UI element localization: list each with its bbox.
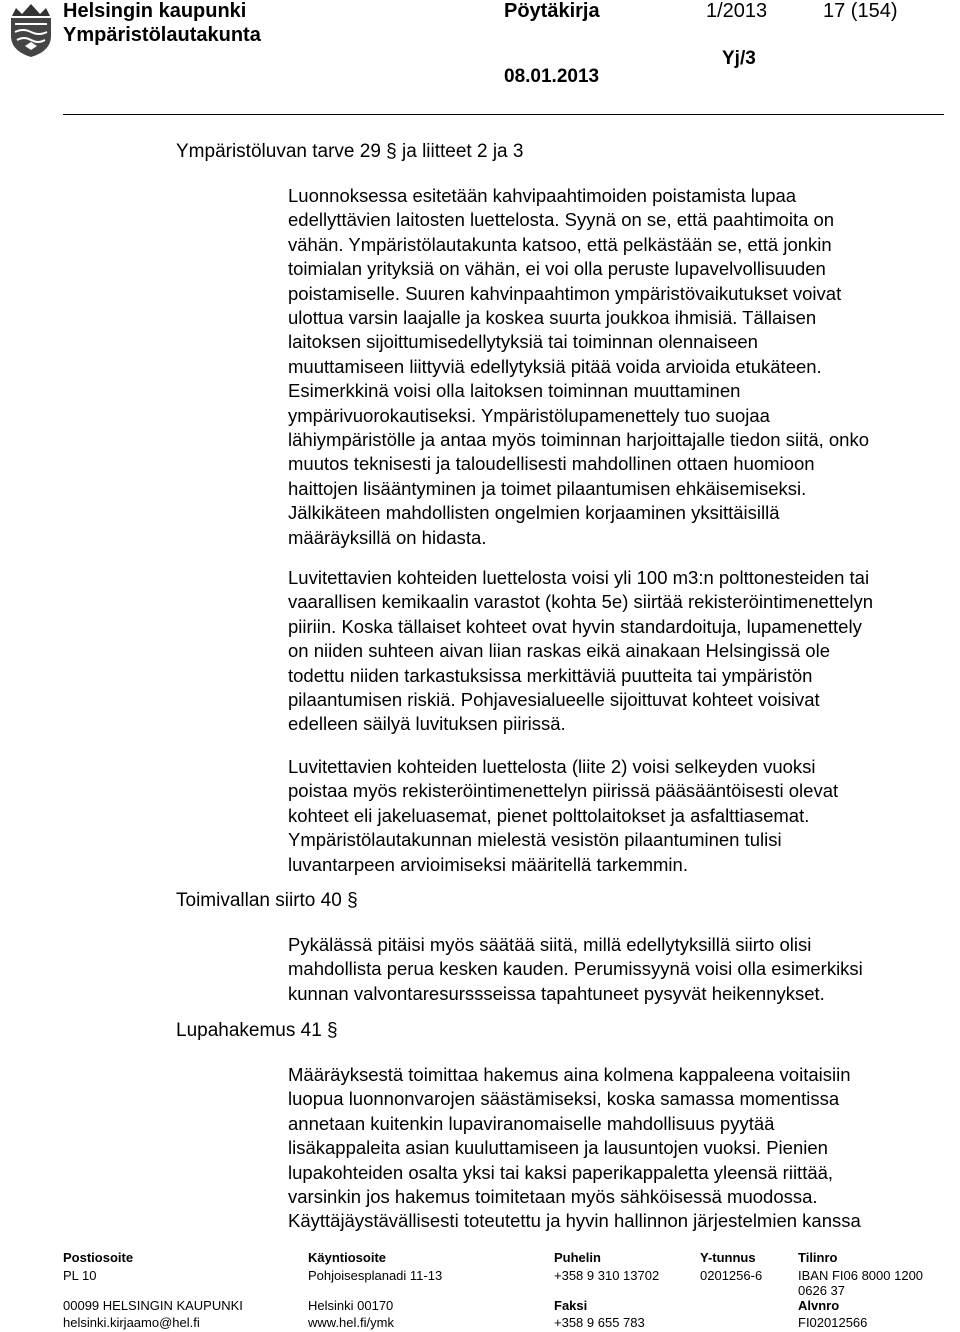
text-line: lisäkappaleita asian kuuluttamiseen ja lausuntojen vuoksi. Pienien xyxy=(288,1137,828,1159)
footer-vat-label: Alvnro xyxy=(798,1298,840,1313)
text-line: muutos teknisesti ja taloudellisesti mahdollinen ottaen huomioon xyxy=(288,453,815,475)
text-line: ulottua varsin laajalle ja koskea suurta joukkoa ihmisiä. Tällaisen xyxy=(288,307,817,329)
text-line: Määräyksestä toimittaa hakemus aina kolmena kappaleena voitaisiin xyxy=(288,1064,851,1085)
text-line: lupakohteiden osalta yksi tai kaksi paperikappaletta yleensä riittää, xyxy=(288,1161,834,1183)
footer-vat: FI02012566 xyxy=(798,1315,868,1330)
section-label-transfer: Toimivallan siirto 40 § xyxy=(176,890,358,911)
text-line: kohteet eli jakeluasemat, pienet polttolaitokset ja asfalttiasemat. xyxy=(288,804,810,826)
meeting-number: 1/2013 xyxy=(706,0,768,22)
footer-postal-city: 00099 HELSINGIN KAUPUNKI xyxy=(63,1298,243,1313)
text-line: luvantarpeen arvioimiseksi määritellä tarkemmin. xyxy=(288,853,688,875)
board-name: Ympäristölautakunta xyxy=(63,24,261,46)
paragraph-transfer xyxy=(288,933,948,1006)
text-line: pilaantumisen riskiä. Pohjavesialueelle sijoittuvat kohteet voisivat xyxy=(288,689,820,711)
text-line: Pykälässä pitäisi myös säätää siitä, millä edellytyksillä siirto olisi xyxy=(288,934,812,955)
text-line: Luvitettavien kohteiden luettelosta (liite 2) voisi selkeyden vuoksi xyxy=(288,756,816,777)
text-line: poistaa myös rekisteröintimenettelyn piirissä pääsääntöisesti olevat xyxy=(288,780,839,802)
footer-visit-label: Käyntiosoite xyxy=(308,1250,387,1265)
text-line: muuttamiseen liittyviä edellytyksiä pitää voida arvioida etukäteen. xyxy=(288,355,822,377)
footer-web: www.hel.fi/ymk xyxy=(308,1315,394,1330)
text-line: Luvitettavien kohteiden luettelosta voisi yli 100 m3:n polttonesteiden tai xyxy=(288,567,870,588)
footer-account-line2: 0626 37 xyxy=(798,1283,845,1298)
section-label-decision: Lupahakemus 41 § xyxy=(176,1020,338,1041)
org-name: Helsingin kaupunki xyxy=(63,0,247,22)
footer-visit-city: Helsinki 00170 xyxy=(308,1298,394,1313)
footer-fax: +358 9 655 783 xyxy=(554,1315,645,1330)
footer-business-id-label: Y-tunnus xyxy=(700,1250,756,1265)
footer-postal-label: Postiosoite xyxy=(63,1250,134,1265)
text-line: lähiympäristölle ja antaa myös toiminnan harjoittajalle tiedon siitä, onko xyxy=(288,429,870,451)
page-number: 17 (154) xyxy=(823,0,898,22)
footer-account-label: Tilinro xyxy=(798,1250,838,1265)
text-line: vaarallisen kemikaalin varastot (kohta 5e) siirtää rekisteröintimenettelyn xyxy=(288,591,874,613)
text-line: todettu niiden tarkastuksissa merkittäviä puutteita tai ympäristön xyxy=(288,664,813,686)
text-line: edelleen säilyä luvituksen piirissä. xyxy=(288,713,566,735)
footer-phone-label: Puhelin xyxy=(554,1250,601,1265)
section-label-permit-need: Ympäristöluvan tarve 29 § ja liitteet 2 ja 3 xyxy=(176,141,524,162)
text-line: laitoksen sijoittumisedellytyksiä tai toiminnan olennaiseen xyxy=(288,331,758,353)
footer-account-line1: IBAN FI06 8000 1200 xyxy=(798,1268,924,1283)
text-line: Luonnoksessa esitetään kahvipaahtimoiden poistamista lupaa xyxy=(288,185,797,206)
paragraph-application xyxy=(288,1063,948,1234)
text-line: piiriin. Koska tällaiset kohteet ovat hyvin standardoituja, lupamenettely xyxy=(288,615,862,637)
text-line: vähän. Ympäristölautakunta katsoo, että pelkästään se, että jonkin xyxy=(288,233,832,255)
text-line: mahdollista perua kesken kauden. Perumissyynä voisi olla esimerkiksi xyxy=(288,958,863,980)
text-line: Ympäristölautakunnan mielestä vesistön pilaantuminen tulisi xyxy=(288,829,782,851)
text-line: varsinkin jos hakemus toimitetaan myös sähköisessä muodossa. xyxy=(288,1186,818,1208)
text-line: toimialan yrityksiä on vähän, ei voi olla peruste lupavelvollisuuden xyxy=(288,258,826,280)
paragraph-fuel-storage xyxy=(288,566,948,737)
text-line: luopua luonnonvarojen säästämiseksi, koska samassa momentissa xyxy=(288,1088,840,1110)
text-line: annetaan kuitenkin lupaviranomaiselle mahdollisuus pyytää xyxy=(288,1112,775,1134)
paragraph-coffee-roasteries xyxy=(288,184,948,550)
text-line: poistamiselle. Suuren kahvinpaahtimon ympäristövaikutukset voivat xyxy=(288,282,842,304)
text-line: edellyttävien laitosten luettelosta. Syynä on se, että paahtimoita on xyxy=(288,209,835,231)
text-line: kunnan valvontaresurssseissa tapahtuneet pysyvät heikennykset. xyxy=(288,982,825,1004)
meeting-date: 08.01.2013 xyxy=(504,66,600,87)
text-line: Käyttäjäystävällisesti toteutettu ja hyvin hallinnon järjestelmien kanssa xyxy=(288,1210,861,1232)
footer-postal-box: PL 10 xyxy=(63,1268,97,1283)
footer-visit-street: Pohjoisesplanadi 11-13 xyxy=(308,1268,443,1283)
text-line: Esimerkkinä voisi olla laitoksen toiminnan muuttaminen xyxy=(288,380,741,402)
footer-fax-label: Faksi xyxy=(554,1298,588,1313)
text-line: määräyksillä on hidasta. xyxy=(288,526,487,548)
document-type: Pöytäkirja xyxy=(504,0,600,22)
paragraph-registration xyxy=(288,755,948,877)
text-line: haittojen lisääntyminen ja toimet pilaantumisen ehkäisemiseksi. xyxy=(288,477,807,499)
footer-email: helsinki.kirjaamo@hel.fi xyxy=(63,1315,200,1330)
footer-business-id: 0201256-6 xyxy=(700,1268,763,1283)
header-rule xyxy=(63,114,944,115)
helsinki-crest-logo xyxy=(6,2,56,58)
text-line: Jälkikäteen mahdollisten ongelmien korjaaminen yksittäisillä xyxy=(288,502,780,524)
footer-phone: +358 9 310 13702 xyxy=(554,1268,660,1283)
section-code: Yj/3 xyxy=(722,48,756,69)
text-line: on niiden suhteen aivan liian raskas eikä ainakaan Helsingissä ole xyxy=(288,640,830,662)
text-line: ympärivuorokautiseksi. Ympäristölupamenettely tuo suojaa xyxy=(288,404,770,426)
